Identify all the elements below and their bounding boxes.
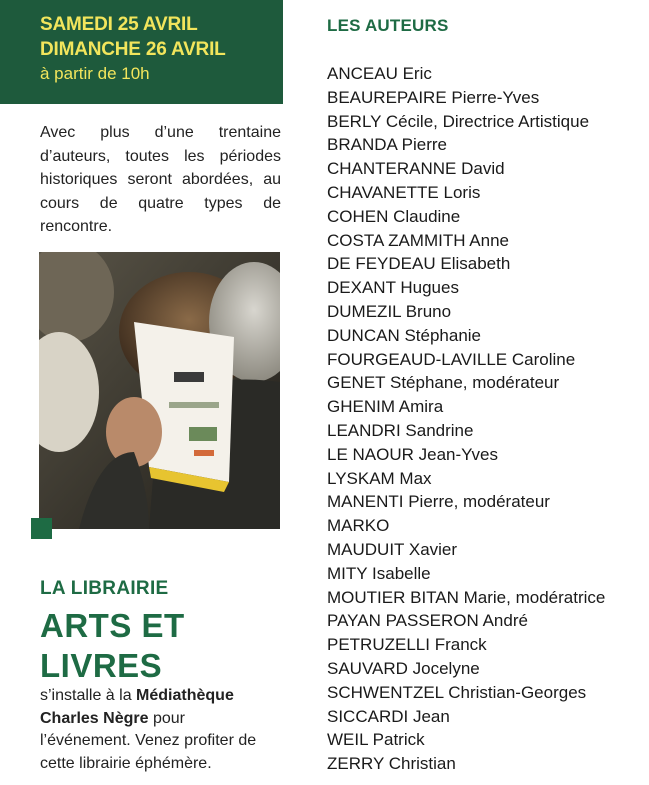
intro-paragraph: Avec plus d’une trentaine d’auteurs, toutes les périodes historiques seront abordées, au cours de quatre types de rencontre. [40, 124, 281, 235]
author-item: MANENTI Pierre, modérateur [327, 492, 550, 512]
librairie-kicker: LA LIBRAIRIE [40, 578, 169, 599]
authors-list [327, 62, 605, 776]
author-item: DUMEZIL Bruno [327, 301, 452, 321]
author-item: WEIL Patrick [327, 730, 425, 750]
event-photo [39, 252, 280, 529]
author-item: LEANDRI Sandrine [327, 420, 474, 440]
date-sunday: DIMANCHE 26 AVRIL [40, 39, 226, 60]
authors-heading: LES AUTEURS [327, 16, 449, 35]
author-item: FOURGEAUD-LAVILLE Caroline [327, 349, 576, 369]
author-item: GHENIM Amira [327, 397, 444, 417]
author-item: BERLY Cécile, Directrice Artistique [327, 111, 590, 131]
author-item: MOUTIER BITAN Marie, modératrice [327, 587, 606, 607]
author-item: MITY Isabelle [327, 563, 431, 583]
author-item: ANCEAU Eric [327, 64, 432, 83]
date-saturday: SAMEDI 25 AVRIL [40, 14, 198, 35]
librairie-title-line2: LIVRES [40, 647, 163, 684]
author-item: COSTA ZAMMITH Anne [327, 230, 510, 250]
author-item: CHAVANETTE Loris [327, 182, 481, 202]
author-item: DUNCAN Stéphanie [327, 325, 482, 345]
author-item: SAUVARD Jocelyne [327, 658, 480, 678]
author-item: BEAUREPAIRE Pierre-Yves [327, 87, 540, 107]
author-item: SCHWENTZEL Christian-Georges [327, 682, 587, 702]
librairie-body-end: pour l’événement. Venez profiter de cette librairie éphémère. [40, 709, 257, 773]
author-item: SICCARDI Jean [327, 706, 450, 726]
start-time: à partir de 10h [40, 64, 150, 83]
author-item: LYSKAM Max [327, 468, 432, 488]
author-item: LE NAOUR Jean-Yves [327, 444, 499, 464]
author-item: PETRUZELLI Franck [327, 635, 487, 655]
librairie-title-line1: ARTS ET [40, 607, 185, 644]
author-item: MARKO [327, 516, 390, 536]
author-item: MAUDUIT Xavier [327, 539, 458, 559]
author-item: BRANDA Pierre [327, 135, 447, 155]
event-dates-banner [0, 0, 283, 104]
author-item: PAYAN PASSERON André [327, 611, 528, 631]
librairie-description [40, 685, 280, 776]
decorative-square [31, 518, 52, 539]
author-item: ZERRY Christian [327, 754, 456, 774]
author-item: COHEN Claudine [327, 206, 461, 226]
librairie-title [40, 606, 185, 686]
author-item: DEXANT Hugues [327, 278, 459, 298]
librairie-body-start: s’installe à la [40, 687, 137, 704]
author-item: CHANTERANNE David [327, 159, 505, 179]
author-item: DE FEYDEAU Elisabeth [327, 254, 511, 274]
author-item: GENET Stéphane, modérateur [327, 373, 560, 393]
venue-name: Médiathèque Charles Nègre [40, 687, 234, 727]
